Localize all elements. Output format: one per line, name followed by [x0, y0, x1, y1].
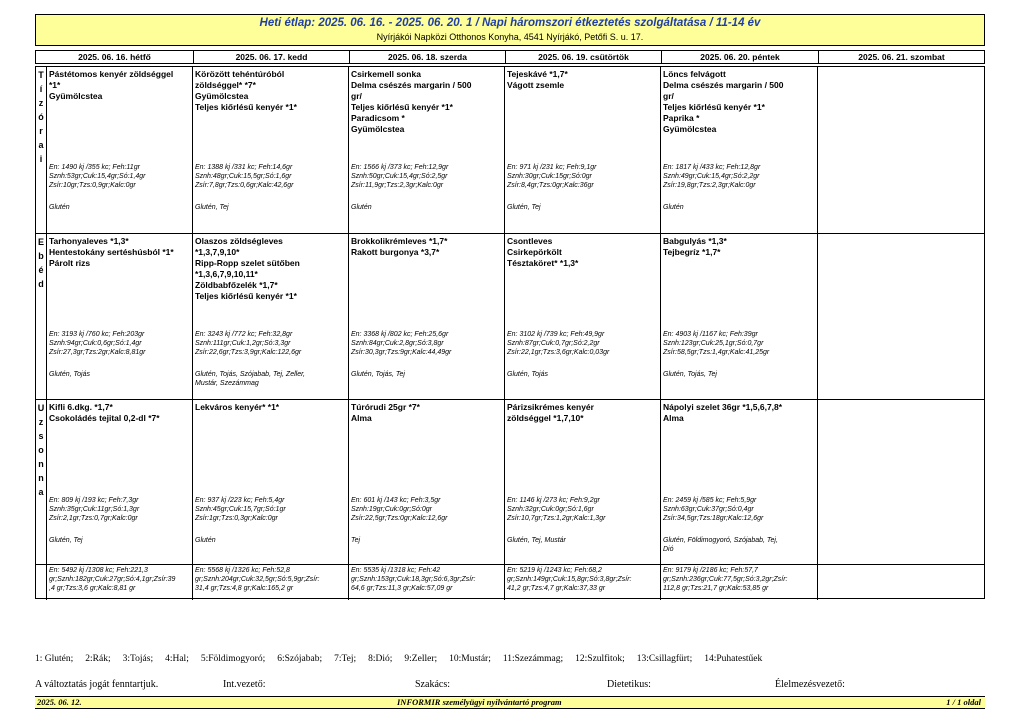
dish-text: Körözött tehéntúróból zöldséggel* *7* Gyümölcstea Teljes kiőrlésű kenyér *1*: [195, 69, 297, 112]
meal-label-letter: z: [38, 417, 44, 427]
meal-label-letter: ó: [38, 112, 44, 122]
meal-label-letter: T: [38, 70, 44, 80]
daily-total-text: En: 9179 kj /2186 kc; Feh:57,7 gr;Sznh:236gr;Cuk:77,5gr;Só:3,2gr;Zsír: 112,8 gr;Tzs:21,7 gr;Kalc:53,85 gr: [663, 567, 788, 592]
allergen-legend-item: 14:Puhatestűek: [704, 654, 763, 664]
meal-label-letter: s: [38, 431, 44, 441]
footer-program: INFORMIR személyügyi nyilvántartó program: [397, 697, 562, 707]
meal-row-lunch: [36, 234, 984, 400]
dish-text: Csontleves Csirkepörkölt Tésztaköret* *1,3*: [507, 236, 579, 268]
meal-label-letter: í: [39, 84, 43, 94]
daily-total-friday: [661, 565, 818, 600]
meal-label-letter: n: [38, 473, 44, 483]
allergen-info: Glutén: [195, 537, 216, 544]
allergen-info: Glutén, Tej: [49, 537, 83, 544]
menu-cell-lunch-friday: [661, 234, 818, 399]
dish-text: Lekváros kenyér* *1*: [195, 402, 280, 412]
meal-label-letter: o: [38, 445, 44, 455]
dish-text: Löncs felvágott Delma csészés margarin / 500 gr/ Teljes kiőrlésű kenyér *1* Paprika * Gyümölcstea: [663, 69, 784, 134]
allergen-legend-item: 4:Hal;: [165, 654, 189, 664]
nutrition-info: En: 1566 kj /373 kc; Feh:12,9gr Sznh:50gr;Cuk:15,4gr;Só:2,5gr Zsír:11,9gr;Tzs:2,3gr;Kalc:0gr: [351, 164, 449, 189]
menu-cell-breakfast-wednesday: [349, 67, 505, 233]
sig-manager: Int.vezető:: [223, 679, 266, 690]
nutrition-info: En: 1146 kj /273 kc; Feh:9,2gr Sznh:32gr;Cuk:0gr;Só:1,6gr Zsír:10,7gr;Tzs:1,2gr;Kalc:1,3gr: [507, 497, 606, 522]
allergen-info: Glutén, Tojás, Szójabab, Tej, Zeller, Mustár, Szezámmag: [195, 371, 305, 387]
dish-text: Párizsikrémes kenyér zöldséggel *1,7,10*: [507, 402, 594, 423]
allergen-legend-item: 8:Dió;: [368, 654, 393, 664]
daily-total-text: En: 5492 kj /1308 kc; Feh:221,3 gr;Sznh:182gr;Cuk:27gr;Só:4,1gr;Zsír:39 ,4 gr;Tzs:3,6 gr;Kalc:8,81 gr: [49, 567, 176, 592]
dish-text: Babgulyás *1,3* Tejbegríz *1,7*: [663, 236, 727, 257]
menu-grid: [35, 66, 985, 599]
allergen-info: Glutén, Tojás, Tej: [351, 371, 405, 378]
dish-text: Csirkemell sonka Delma csészés margarin / 500 gr/ Teljes kiőrlésű kenyér *1* Paradicsom * Gyümölcstea: [351, 69, 472, 134]
meal-label-letter: r: [39, 126, 43, 136]
nutrition-info: En: 937 kj /223 kc; Feh:5,4gr Sznh:45gr;Cuk:15,7gr;Só:1gr Zsír:1gr;Tzs:0,3gr;Kalc:0gr: [195, 497, 286, 522]
header-banner: [35, 14, 985, 46]
meal-label-letter: a: [38, 140, 44, 150]
menu-cell-snack-tuesday: [193, 400, 349, 564]
menu-cell-snack-thursday: [505, 400, 661, 564]
day-tuesday: 2025. 06. 17. kedd: [193, 51, 349, 63]
allergen-info: Glutén, Tojás: [49, 371, 90, 378]
daily-total-thursday: [505, 565, 661, 600]
allergen-info: Glutén, Tojás: [507, 371, 548, 378]
daily-total-text: En: 5219 kj /1243 kc; Feh:68,2 gr;Sznh:149gr;Cuk:15,8gr;Só:3,8gr;Zsír: 41,2 gr;Tzs:4,7 gr;Kalc:37,33 gr: [507, 567, 632, 592]
meal-label-lunch: [36, 234, 47, 399]
dish-text: Kifli 6.dkg. *1,7* Csokoládés tejital 0,2-dl *7*: [49, 402, 160, 423]
meal-label-letter: é: [38, 265, 44, 275]
nutrition-info: En: 1817 kj /433 kc; Feh:12,8gr Sznh:49gr;Cuk:15,4gr;Só:2,2gr Zsír:19,8gr;Tzs:2,3gr;Kalc:0gr: [663, 164, 761, 189]
nutrition-info: En: 1388 kj /331 kc; Feh:14,6gr Sznh:48gr;Cuk:15,5gr;Só:1,6gr Zsír:7,8gr;Tzs:0,6gr;Kalc:42,6gr: [195, 164, 294, 189]
menu-cell-lunch-wednesday: [349, 234, 505, 399]
totals-label-spacer: [36, 565, 47, 600]
allergen-info: Glutén, Tej: [507, 204, 541, 211]
allergen-legend: [35, 654, 985, 664]
meal-label-breakfast: [36, 67, 47, 233]
nutrition-info: En: 601 kj /143 kc; Feh:3,5gr Sznh:19gr;Cuk:0gr;Só:0gr Zsír:22,5gr;Tzs:0gr;Kalc:12,6gr: [351, 497, 448, 522]
allergen-info: Glutén, Földimogyoró, Szójabab, Tej, Dió: [663, 537, 778, 553]
dish-text: Pástétomos kenyér zöldséggel *1* Gyümölcstea: [49, 69, 174, 101]
signature-line: [35, 679, 985, 691]
sig-chef: Szakács:: [415, 679, 450, 690]
dish-text: Tejeskávé *1,7* Vágott zsemle: [507, 69, 568, 90]
meal-label-letter: E: [37, 237, 44, 247]
meal-row-snack: [36, 400, 984, 565]
sig-food-manager: Élelmezésvezető:: [775, 679, 845, 690]
daily-total-text: En: 5568 kj /1326 kc; Feh:52,8 gr;Sznh:204gr;Cuk:32,5gr;Só:5,9gr;Zsír: 31,4 gr;Tzs:4,8 gr;Kalc:165,2 gr: [195, 567, 320, 592]
nutrition-info: En: 3368 kj /802 kc; Feh:25,6gr Sznh:84gr;Cuk:2,8gr;Só:3,8gr Zsír:30,3gr;Tzs:9gr;Kalc:44,49gr: [351, 331, 452, 356]
menu-cell-lunch-saturday: [818, 234, 982, 399]
menu-cell-snack-saturday: [818, 400, 982, 564]
allergen-legend-item: 2:Rák;: [85, 654, 111, 664]
allergen-info: Tej: [351, 537, 361, 544]
menu-cell-breakfast-thursday: [505, 67, 661, 233]
daily-total-monday: [47, 565, 193, 600]
allergen-legend-item: 9:Zeller;: [404, 654, 438, 664]
daily-total-wednesday: [349, 565, 505, 600]
nutrition-info: En: 3193 kj /760 kc; Feh:203gr Sznh:94gr;Cuk:0,6gr;Só:1,4gr Zsír:27,3gr;Tzs:2gr;Kalc:8,81gr: [49, 331, 146, 356]
allergen-legend-item: 1: Glutén;: [35, 654, 74, 664]
nutrition-info: En: 4903 kj /1167 kc; Feh:39gr Sznh:123gr;Cuk:25,1gr;Só:0,7gr Zsír:58,5gr;Tzs:1,4gr;Kalc:41,25gr: [663, 331, 770, 356]
menu-cell-lunch-tuesday: [193, 234, 349, 399]
allergen-legend-item: 12:Szulfitok;: [575, 654, 625, 664]
day-header-row: [35, 50, 985, 64]
dish-text: Nápolyi szelet 36gr *1,5,6,7,8* Alma: [663, 402, 783, 423]
meal-label-letter: z: [38, 98, 44, 108]
meal-label-snack: [36, 400, 47, 564]
menu-cell-breakfast-saturday: [818, 67, 982, 233]
meal-label-letter: n: [38, 459, 44, 469]
daily-total-saturday: [818, 565, 982, 600]
allergen-info: Glutén, Tej, Mustár: [507, 537, 566, 544]
dish-text: Brokkolikrémleves *1,7* Rakott burgonya *3,7*: [351, 236, 448, 257]
sig-dietitian: Dietetikus:: [607, 679, 651, 690]
allergen-legend-item: 13:Csillagfürt;: [636, 654, 693, 664]
allergen-legend-item: 11:Szezámmag;: [502, 654, 564, 664]
allergen-info: Glutén, Tej: [195, 204, 229, 211]
meal-label-letter: b: [38, 251, 44, 261]
meal-label-letter: d: [38, 279, 44, 289]
footer-bar: [35, 696, 985, 709]
meal-row-breakfast: [36, 67, 984, 234]
day-saturday: 2025. 06. 21. szombat: [818, 51, 984, 63]
allergen-legend-item: 7:Tej;: [334, 654, 357, 664]
allergen-info: Glutén, Tojás, Tej: [663, 371, 717, 378]
day-friday: 2025. 06. 20. péntek: [661, 51, 818, 63]
menu-cell-lunch-thursday: [505, 234, 661, 399]
meal-label-letter: U: [37, 403, 45, 413]
menu-cell-snack-monday: [47, 400, 193, 564]
day-monday: 2025. 06. 16. hétfő: [78, 52, 151, 62]
dish-text: Tarhonyaleves *1,3* Hentestokány sertéshúsból *1* Párolt rizs: [49, 236, 174, 268]
nutrition-info: En: 809 kj /193 kc; Feh:7,3gr Sznh:35gr;Cuk:11gr;Só:1,3gr Zsír:2,1gr;Tzs:0,7gr;Kalc:0gr: [49, 497, 140, 522]
nutrition-info: En: 3243 kj /772 kc; Feh:32,8gr Sznh:111gr;Cuk:1,2gr;Só:3,3gr Zsír:22,6gr;Tzs:3,9gr;Kalc:122,6gr: [195, 331, 302, 356]
daily-totals-row: [36, 565, 984, 600]
day-thursday: 2025. 06. 19. csütörtök: [505, 51, 661, 63]
menu-cell-breakfast-monday: [47, 67, 193, 233]
meal-label-letter: i: [39, 154, 43, 164]
dish-text: Olaszos zöldségleves *1,3,7,9,10* Ripp-Ropp szelet sütőben *1,3,6,7,9,10,11* Zöldbabfőzelék *1,7* Teljes kiőrlésű kenyér *1*: [195, 236, 300, 301]
daily-total-text: En: 5535 kj /1318 kc; Feh:42 gr;Sznh:153gr;Cuk:18,3gr;Só:6,3gr;Zsír: 64,6 gr;Tzs:11,3 gr;Kalc:57,09 gr: [351, 567, 476, 592]
nutrition-info: En: 3102 kj /739 kc; Feh:49,9gr Sznh:87gr;Cuk:0,7gr;Só:2,2gr Zsír:22,1gr;Tzs:3,6gr;Kalc:0,03gr: [507, 331, 610, 356]
meal-label-letter: a: [38, 487, 44, 497]
menu-cell-breakfast-friday: [661, 67, 818, 233]
dish-text: Túrórudi 25gr *7* Alma: [351, 402, 420, 423]
allergen-info: Glutén: [49, 204, 70, 211]
menu-cell-snack-wednesday: [349, 400, 505, 564]
daily-total-tuesday: [193, 565, 349, 600]
kitchen-address: Nyírjákói Napközi Otthonos Konyha, 4541 Nyírjákó, Petőfi S. u. 17.: [376, 32, 644, 42]
allergen-legend-item: 5:Földimogyoró;: [200, 654, 266, 664]
menu-cell-lunch-monday: [47, 234, 193, 399]
rights-reserved: A változtatás jogát fenntartjuk.: [35, 679, 159, 690]
nutrition-info: En: 1490 kj /355 kc; Feh:11gr Sznh:53gr;Cuk:15,4gr;Só:1,4gr Zsír:10gr;Tzs:0,9gr;Kalc:0gr: [49, 164, 146, 189]
nutrition-info: En: 971 kj /231 kc; Feh:9,1gr Sznh:30gr;Cuk:15gr;Só:0gr Zsír:8,4gr;Tzs:0gr;Kalc:36gr: [507, 164, 597, 189]
nutrition-info: En: 2459 kj /585 kc; Feh:5,9gr Sznh:63gr;Cuk:37gr;Só:0,4gr Zsír:34,5gr;Tzs:18gr;Kalc:12,6gr: [663, 497, 764, 522]
day-wednesday: 2025. 06. 18. szerda: [349, 51, 505, 63]
menu-cell-snack-friday: [661, 400, 818, 564]
allergen-info: Glutén: [663, 204, 684, 211]
allergen-info: Glutén: [351, 204, 372, 211]
menu-cell-breakfast-tuesday: [193, 67, 349, 233]
allergen-legend-item: 3:Tojás;: [122, 654, 154, 664]
footer-page: 1 / 1 oldal: [946, 697, 981, 707]
footer-date: 2025. 06. 12.: [37, 697, 82, 707]
allergen-legend-item: 10:Mustár;: [449, 654, 491, 664]
allergen-legend-item: 6:Szójabab;: [277, 654, 323, 664]
page-title: Heti étlap: 2025. 06. 16. - 2025. 06. 20. 1 / Napi háromszori étkeztetés szolgáltatása / 11-14 év: [259, 17, 761, 29]
